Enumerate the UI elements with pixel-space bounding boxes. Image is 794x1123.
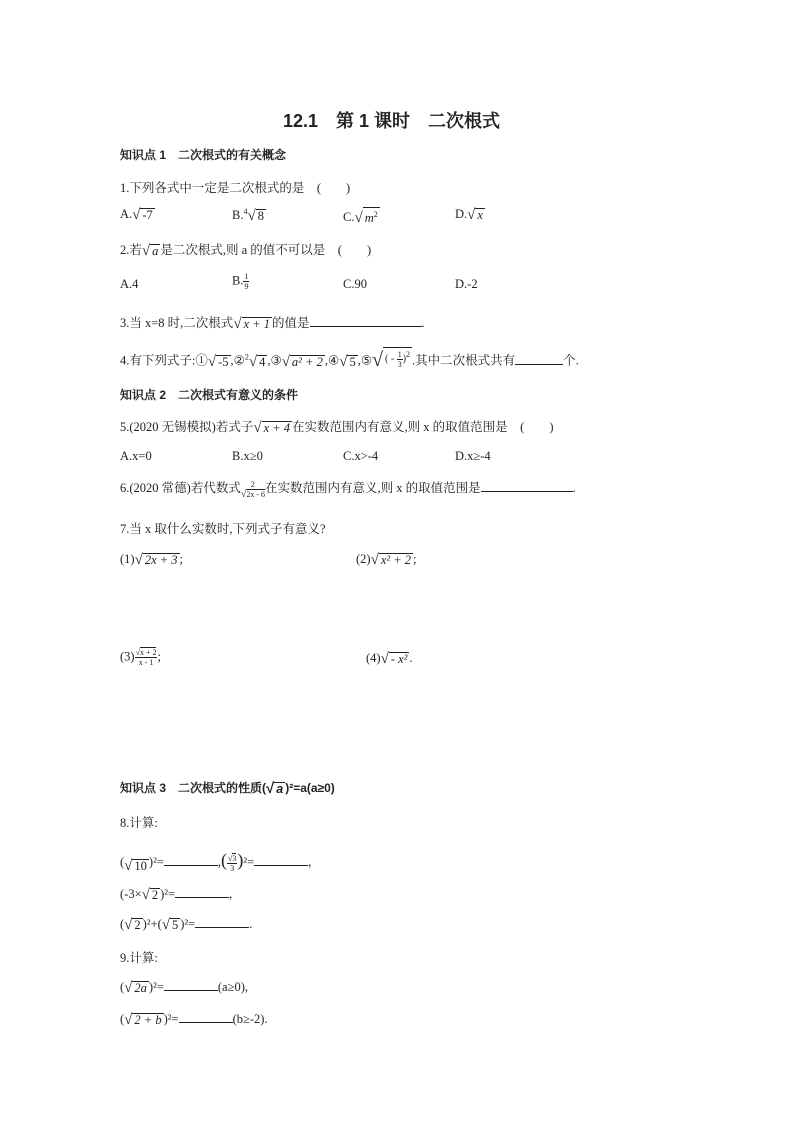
question-1: 1.下列各式中一定是二次根式的是 ( ) — [120, 181, 351, 195]
answer-blank[interactable] — [515, 353, 563, 365]
question-6: 6.(2020 常德)若代数式 $\frac{2}{√2x - 6}$ 在实数范围内有意义,则 x 的取值范围是 . — [120, 479, 576, 500]
answer-blank[interactable] — [254, 854, 308, 866]
q8-line-1: ( √ 10 )²= ,( $\frac{√3}{3}$ )²= , — [120, 850, 312, 874]
section-heading-3: 知识点 3 二次根式的性质( √ a )²=a(a≥0) — [120, 780, 335, 797]
answer-blank[interactable] — [179, 1011, 233, 1023]
question-7: 7.当 x 取什么实数时,下列式子有意义? — [120, 522, 326, 536]
q2-option-b: B. $\frac{1}{9}$ — [232, 272, 249, 291]
q2-option-d: D.-2 — [455, 277, 478, 291]
q7-part-3: (3) $\frac{√x + 2}{x - 1}$ ; — [120, 648, 161, 667]
q9-line-2: ( √ 2 + b )²= (b≥-2). — [120, 1012, 268, 1028]
q7-part-4: (4) √ - x² . — [366, 651, 413, 667]
q1-option-d: D. √ x — [455, 207, 483, 223]
section-heading-2: 知识点 2 二次根式有意义的条件 — [120, 388, 299, 402]
q5-option-b: B.x≥0 — [232, 449, 263, 463]
section-heading-1: 知识点 1 二次根式的有关概念 — [120, 148, 287, 162]
q2-option-a: A.4 — [120, 277, 139, 291]
question-2: 2.若 √ a 是二次根式,则 a 的值不可以是 ( ) — [120, 243, 372, 259]
page-title: 12.1 第 1 课时 二次根式 — [283, 111, 501, 131]
q1-option-a: A. √ -7 — [120, 207, 153, 223]
answer-blank[interactable] — [310, 315, 422, 327]
question-9: 9.计算: — [120, 951, 158, 965]
q5-option-d: D.x≥-4 — [455, 449, 491, 463]
q2-option-c: C.90 — [343, 277, 367, 291]
q8-line-2: (-3× √ 2 )²= , — [120, 887, 233, 903]
answer-blank[interactable] — [195, 916, 249, 928]
question-5: 5.(2020 无锡模拟)若式子 √ x + 4 在实数范围内有意义,则 x 的取值范围是 ( ) — [120, 420, 554, 436]
question-3: 3.当 x=8 时,二次根式 √ x + 1 的值是 . — [120, 316, 425, 332]
question-4: 4.有下列式子:① √ -5 ,②$^2$ √ 4 ,③ √ a² + 2 ,④ √ 5 ,⑤ √ ( - $\frac{1}{3}$ )$^2$ .其中二次根式共有 个. — [120, 348, 579, 371]
q7-part-1: (1) √ 2x + 3 ; — [120, 552, 184, 568]
q1-option-b: B.$^4$ √ 8 — [232, 207, 264, 225]
q7-part-2: (2) √ x² + 2 ; — [356, 552, 417, 568]
q9-line-1: ( √ 2a )²= (a≥0), — [120, 980, 248, 996]
q1-option-c: C. √ $m^2$ — [343, 207, 380, 225]
q8-line-3: ( √ 2 )²+( √ 5 )²= . — [120, 917, 253, 933]
question-8: 8.计算: — [120, 816, 158, 830]
answer-blank[interactable] — [164, 979, 218, 991]
answer-blank[interactable] — [481, 480, 573, 492]
answer-blank[interactable] — [164, 854, 218, 866]
q5-option-a: A.x=0 — [120, 449, 152, 463]
answer-blank[interactable] — [175, 886, 229, 898]
q5-option-c: C.x>-4 — [343, 449, 379, 463]
